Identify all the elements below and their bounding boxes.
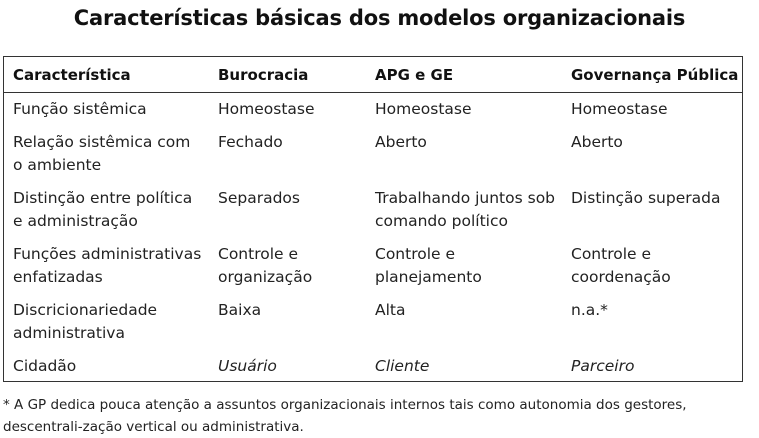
table-row-1-burocracia: Homeostase bbox=[218, 100, 315, 118]
table-row-3-governanca: Distinção superada bbox=[571, 189, 721, 207]
table-row-3-apg-ge: Trabalhando juntos sob comando político bbox=[375, 189, 556, 230]
header-governanca-publica: Governança Pública bbox=[571, 66, 739, 84]
table-row-2-burocracia: Fechado bbox=[218, 133, 283, 151]
table-row-2-caracteristica: Relação sistêmica com o ambiente bbox=[13, 133, 191, 174]
table-header-row bbox=[4, 57, 742, 93]
table-row-5-governanca: n.a.* bbox=[571, 301, 608, 319]
table-row-5-caracteristica: Discricionariedade administrativa bbox=[13, 301, 158, 342]
header-apg-ge: APG e GE bbox=[375, 66, 454, 84]
header-burocracia: Burocracia bbox=[218, 66, 309, 84]
table-row-5-apg-ge: Alta bbox=[375, 301, 406, 319]
table-row-6-burocracia: Usuário bbox=[218, 357, 277, 375]
table-row-6-apg-ge: Cliente bbox=[375, 357, 430, 375]
footnote: * A GP dedica pouca atenção a assuntos organizacionais internos tais como autonomia dos gestores, descentrali-zação vertical ou administrativa. bbox=[3, 397, 687, 435]
table-row-4-apg-ge: Controle e planejamento bbox=[375, 245, 482, 286]
table-row-3-burocracia: Separados bbox=[218, 189, 300, 207]
header-caracteristica: Característica bbox=[13, 66, 131, 84]
table-row-1-caracteristica: Função sistêmica bbox=[13, 100, 147, 118]
table-row-6-governanca: Parceiro bbox=[571, 357, 635, 375]
table-row-6-caracteristica: Cidadão bbox=[13, 357, 77, 375]
table-row-3-caracteristica: Distinção entre política e administração bbox=[13, 189, 193, 230]
table-row-1-governanca: Homeostase bbox=[571, 100, 668, 118]
table-row-4-governanca: Controle e coordenação bbox=[571, 245, 671, 286]
table-row-4-burocracia: Controle e organização bbox=[218, 245, 313, 286]
table-row-4-caracteristica: Funções administrativas enfatizadas bbox=[13, 245, 202, 286]
table-title: Características básicas dos modelos organizacionais bbox=[73, 6, 686, 30]
table-row-5-burocracia: Baixa bbox=[218, 301, 262, 319]
table-row-1-apg-ge: Homeostase bbox=[375, 100, 472, 118]
table-row-2-apg-ge: Aberto bbox=[375, 133, 427, 151]
comparison-table bbox=[3, 56, 743, 382]
table-row-2-governanca: Aberto bbox=[571, 133, 623, 151]
